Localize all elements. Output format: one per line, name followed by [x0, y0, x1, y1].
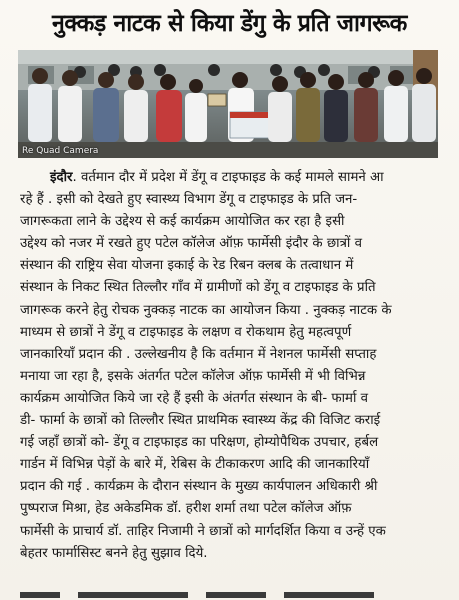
- article-line: जागरूक करने हेतु रोचक नुक्कड़ नाटक का आयोजन किया . नुक्कड़ नाटक के: [20, 302, 392, 318]
- article-line: संस्थान के निकट स्थित तिल्लौर गाँव में ग्रामीणों को डेंगू व टाइफाइड के प्रति: [20, 280, 376, 296]
- article-line: प्रदान की गई . कार्यक्रम के दौरान संस्थान के मुख्य कार्यपालन अधिकारी श्री: [20, 479, 378, 495]
- article-line-text: . वर्तमान दौर में प्रदेश में डेंगू व टाइफाइड के कई मामले सामने आ: [72, 170, 384, 185]
- article-body: [20, 167, 444, 565]
- article-line: गार्डन में विभिन्न पेड़ों के बारे में, रेबिस के टीकाकरण आदि की जानकारियाँ: [20, 457, 370, 473]
- article-line: बेहतर फार्मासिस्ट बनने हेतु सुझाव दिये.: [20, 545, 208, 561]
- article-line: फार्मेसी के प्राचार्य डॉ. ताहिर निजामी ने छात्रों को मार्गदर्शित किया व उन्हें एक: [20, 523, 386, 539]
- next-article-cutoff: [20, 592, 430, 600]
- article-line: माध्यम से छात्रों ने डेंगू व टाइफाइड के लक्षण व रोकथाम हेतु महत्वपूर्ण: [20, 324, 352, 340]
- article-line: उद्देश्य को नजर में रखते हुए पटेल कॉलेज ऑफ़ फार्मेसी इंदौर के छात्रों व: [20, 236, 362, 252]
- headline: नुक्कड़ नाटक से किया डेंगु के प्रति जागरूक: [51, 9, 407, 37]
- article-line: संस्थान की राष्ट्रिय सेवा योजना इकाई के रेड रिबन क्लब के तत्वाधान में: [20, 258, 354, 274]
- article-line: डी- फार्मा के छात्रों को तिल्लौर स्थित प्राथमिक स्वास्थ्य केंद्र की विजिट कराई: [20, 413, 381, 429]
- article-line: जानकारियाँ प्रदान की . उल्लेखनीय है कि वर्तमान में नेशनल फार्मेसी सप्ताह: [20, 346, 377, 362]
- article-line: जागरूकता लाने के उद्देश्य से कई कार्यक्रम आयोजित कर रहा है इसी: [20, 214, 345, 230]
- article-line: रहे हैं . इसी को देखते हुए स्वास्थ्य विभाग डेंगू व टाइफाइड के प्रति जन-: [20, 192, 358, 208]
- camera-watermark: Re Quad Camera: [22, 146, 99, 156]
- news-photo: [18, 50, 438, 158]
- group-photo-illustration: [18, 50, 438, 158]
- article-line: मनाया जा रहा है, इसके अंतर्गत पटेल कॉलेज ऑफ़ फार्मेसी में भी विभिन्न: [20, 368, 366, 384]
- article-line: पुष्पराज मिश्रा, हेड अकेडमिक डॉ. हरीश शर्मा तथा पटेल कॉलेज ऑफ़: [20, 501, 352, 517]
- article-line: गई जहाँ छात्रों को- डेंगू व टाइफाइड का परिक्षण, होम्योपैथिक उपचार, हर्बल: [20, 435, 379, 451]
- article-line: कार्यक्रम आयोजित किये जा रहे हैं इसी के अंतर्गत संस्थान के बी- फार्मा व: [20, 390, 369, 406]
- article-line: [20, 167, 444, 189]
- dateline: इंदौर: [50, 170, 73, 185]
